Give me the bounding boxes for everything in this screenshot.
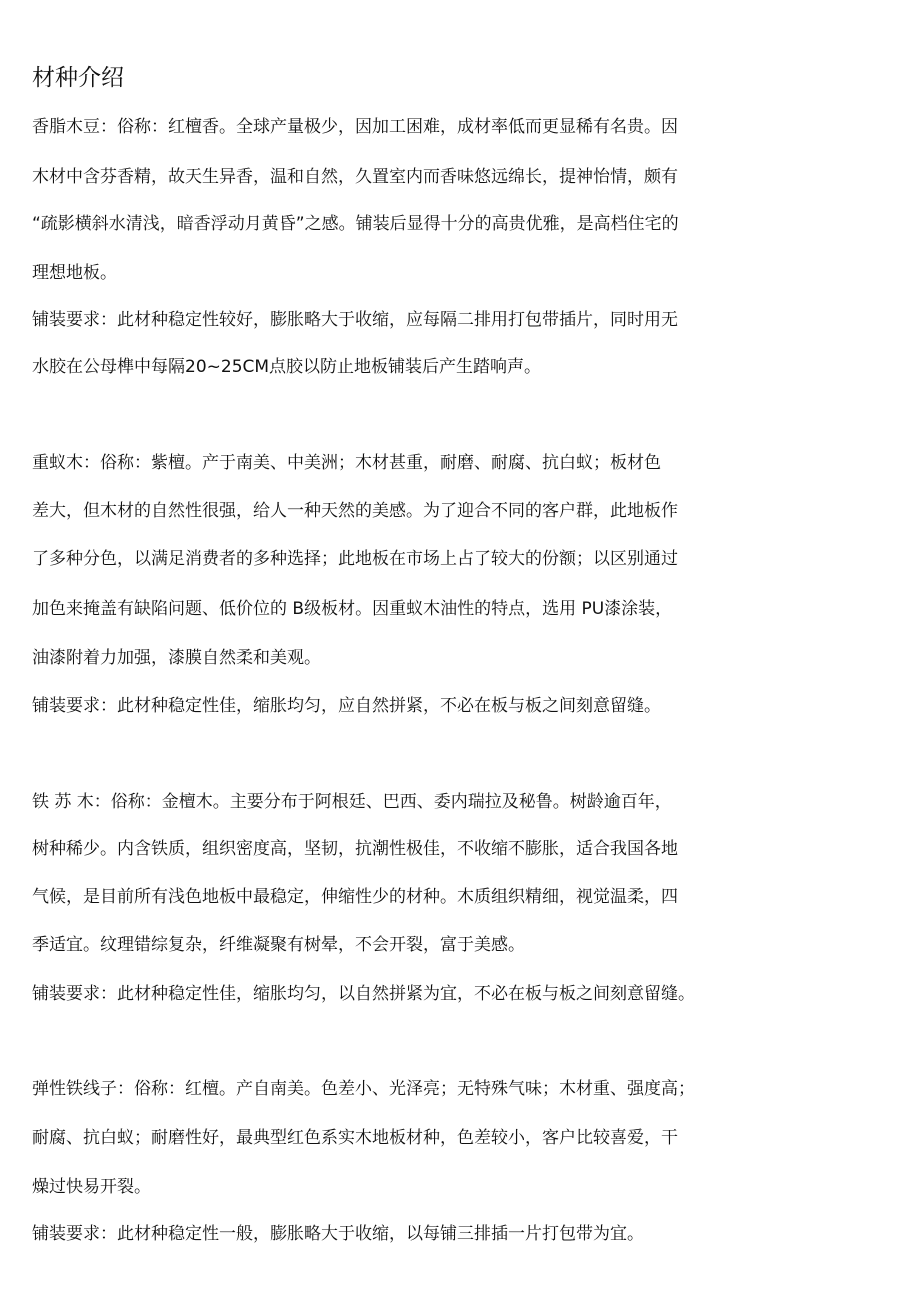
paragraph-line: 木材中含芬香精，故天生异香，温和自然，久置室内而香味悠远绵长，提神怡情，颇有 — [32, 167, 678, 187]
paragraph-line: 香脂木豆：俗称：红檀香。全球产量极少，因加工困难，成材率低而更显稀有名贵。因 — [32, 117, 678, 137]
paragraph-line: 了多种分色，以满足消费者的多种选择；此地板在市场上占了较大的份额；以区别通过 — [32, 549, 678, 569]
paragraph-line: 季适宜。纹理错综复杂，纤维凝聚有树晕，不会开裂，富于美感。 — [32, 935, 525, 955]
paragraph-line: 树种稀少。内含铁质，组织密度高，坚韧，抗潮性极佳，不收缩不膨胀，适合我国各地 — [32, 839, 678, 859]
page-title: 材种介绍 — [32, 65, 124, 91]
paragraph-line: 燥过快易开裂。 — [32, 1177, 151, 1197]
paragraph-line: 理想地板。 — [32, 263, 117, 283]
paragraph-line: 重蚁木：俗称：紫檀。产于南美、中美洲；木材甚重，耐磨、耐腐、抗白蚁；板材色 — [32, 453, 661, 473]
installation-requirement-line: 铺装要求：此材种稳定性一般，膨胀略大于收缩，以每铺三排插一片打包带为宜。 — [32, 1224, 644, 1244]
installation-requirement-line: 铺装要求：此材种稳定性较好，膨胀略大于收缩，应每隔二排用打包带插片，同时用无 — [32, 310, 678, 330]
paragraph-line: 油漆附着力加强，漆膜自然柔和美观。 — [32, 648, 321, 668]
paragraph-line: 弹性铁线子：俗称：红檀。产自南美。色差小、光泽亮；无特殊气味；木材重、强度高； — [32, 1079, 695, 1099]
paragraph-line: 耐腐、抗白蚁；耐磨性好，最典型红色系实木地板材种，色差较小，客户比较喜爱，干 — [32, 1128, 678, 1148]
installation-requirement-line: 铺装要求：此材种稳定性佳，缩胀均匀，应自然拼紧，不必在板与板之间刻意留缝。 — [32, 696, 661, 716]
paragraph-line: 气候，是目前所有浅色地板中最稳定，伸缩性少的材种。木质组织精细，视觉温柔，四 — [32, 887, 678, 907]
installation-requirement-line: 铺装要求：此材种稳定性佳，缩胀均匀，以自然拼紧为宜，不必在板与板之间刻意留缝。 — [32, 984, 695, 1004]
installation-requirement-line: 水胶在公母榫中每隔20~25CM点胶以防止地板铺装后产生踏响声。 — [32, 357, 542, 377]
paragraph-line: 铁 苏 木：俗称：金檀木。主要分布于阿根廷、巴西、委内瑞拉及秘鲁。树龄逾百年， — [32, 792, 672, 812]
paragraph-line: 差大，但木材的自然性很强，给人一种天然的美感。为了迎合不同的客户群，此地板作 — [32, 501, 678, 521]
paragraph-line: “疏影横斜水清浅，暗香浮动月黄昏”之感。铺装后显得十分的高贵优雅，是高档住宅的 — [32, 214, 679, 234]
paragraph-line: 加色来掩盖有缺陷问题、低价位的 B级板材。因重蚁木油性的特点，选用 PU漆涂装， — [32, 599, 673, 619]
